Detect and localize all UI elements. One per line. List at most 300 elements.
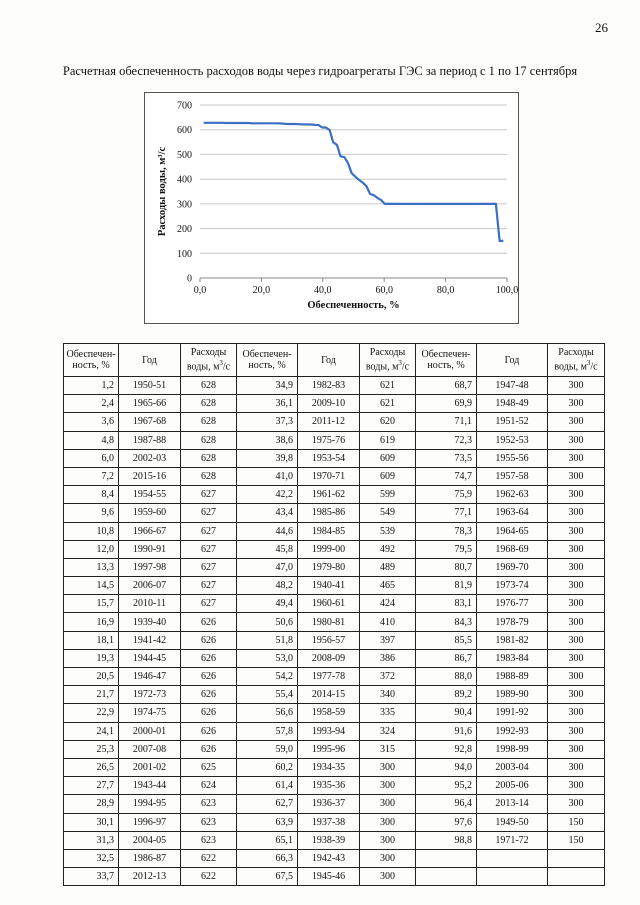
table-cell: 300 [548,395,605,413]
table-cell: 3,6 [64,413,119,431]
table-cell: 340 [360,686,416,704]
table-cell: 424 [360,595,416,613]
table-cell: 25,3 [64,740,119,758]
table-cell: 26,5 [64,758,119,776]
y-tick-label: 100 [177,248,192,260]
table-cell: 625 [181,758,237,776]
y-tick-label: 700 [177,100,192,112]
table-cell: 609 [360,467,416,485]
table-cell: 300 [360,758,416,776]
table-cell: 1970-71 [298,467,360,485]
table-row [64,595,605,613]
table-cell: 75,9 [416,486,477,504]
table-cell: 90,4 [416,704,477,722]
table-cell: 1960-61 [298,595,360,613]
table-cell: 71,1 [416,413,477,431]
y-tick-label: 500 [177,149,192,161]
table-cell: 1958-59 [298,704,360,722]
table-cell: 1995-96 [298,740,360,758]
table-cell: 622 [181,849,237,867]
y-tick-label: 300 [177,199,192,211]
table-cell: 12,0 [64,540,119,558]
table-cell: 300 [360,777,416,795]
table-cell: 1,2 [64,377,119,395]
table-cell: 1955-56 [477,449,548,467]
table-cell: 65,1 [237,831,298,849]
table-cell: 2000-01 [119,722,181,740]
x-tick-label: 40,0 [314,285,332,296]
table-cell: 627 [181,504,237,522]
flow-duration-chart [145,93,520,325]
table-cell: 300 [360,831,416,849]
table-row [64,431,605,449]
table-cell: 1975-76 [298,431,360,449]
table-row [64,558,605,576]
x-tick-label: 100,0 [495,285,519,296]
table-cell: 34,9 [237,377,298,395]
table-cell: 300 [548,413,605,431]
table-cell: 2005-06 [477,777,548,795]
chart-frame [144,92,519,324]
x-tick-label: 80,0 [436,285,455,296]
table-cell: 300 [548,522,605,540]
table-row [64,540,605,558]
table-cell: 489 [360,558,416,576]
table-cell: 1938-39 [298,831,360,849]
table-cell: 1945-46 [298,868,360,886]
table-cell: 1996-97 [119,813,181,831]
table-cell: 1964-65 [477,522,548,540]
table-cell: 1983-84 [477,649,548,667]
table-cell: 47,0 [237,558,298,576]
table-cell: 1937-38 [298,813,360,831]
table-cell: 1953-54 [298,449,360,467]
table-cell: 628 [181,431,237,449]
header-god: Год [477,344,548,377]
table-cell: 315 [360,740,416,758]
table-cell: 14,5 [64,577,119,595]
table-cell: 27,7 [64,777,119,795]
table-cell: 79,5 [416,540,477,558]
table-row [64,649,605,667]
table-cell: 621 [360,377,416,395]
table-cell: 63,9 [237,813,298,831]
table-cell: 465 [360,577,416,595]
table-cell: 1947-48 [477,377,548,395]
table-cell: 32,5 [64,849,119,867]
table-cell: 36,1 [237,395,298,413]
table-cell: 626 [181,740,237,758]
table-cell: 300 [548,504,605,522]
table-row [64,395,605,413]
y-tick-label: 200 [177,224,192,236]
table-cell: 8,4 [64,486,119,504]
table-cell: 77,1 [416,504,477,522]
table-cell: 1994-95 [119,795,181,813]
table-row [64,486,605,504]
table-cell: 2007-08 [119,740,181,758]
table-cell: 1998-99 [477,740,548,758]
table-cell: 1961-62 [298,486,360,504]
table-row [64,868,605,886]
table-row [64,631,605,649]
table-cell: 626 [181,668,237,686]
table-row [64,795,605,813]
table-cell: 13,3 [64,558,119,576]
table-cell: 57,8 [237,722,298,740]
table-cell: 2006-07 [119,577,181,595]
table-cell: 19,3 [64,649,119,667]
table-cell: 1954-55 [119,486,181,504]
table-cell: 622 [181,868,237,886]
table-cell: 31,3 [64,831,119,849]
table-cell: 627 [181,595,237,613]
table-cell: 37,3 [237,413,298,431]
table-cell: 67,5 [237,868,298,886]
table-cell [477,849,548,867]
table-cell: 68,7 [416,377,477,395]
table-cell: 1966-67 [119,522,181,540]
document-title: Расчетная обеспеченность расходов воды через гидроагрегаты ГЭС за период с 1 по 17 сентября [62,64,578,78]
table-cell: 2014-15 [298,686,360,704]
table-cell: 86,7 [416,649,477,667]
table-cell: 83,1 [416,595,477,613]
header-rashody: Расходы воды, $м^3/с$ [548,344,605,377]
table-cell: 6,0 [64,449,119,467]
table-cell: 1942-43 [298,849,360,867]
table-cell: 92,8 [416,740,477,758]
table-cell: 2015-16 [119,467,181,485]
table-cell: 1986-87 [119,849,181,867]
table-cell: 66,3 [237,849,298,867]
table-cell: 1967-68 [119,413,181,431]
table-cell: 1957-58 [477,467,548,485]
table-cell: 623 [181,813,237,831]
table-cell: 1943-44 [119,777,181,795]
table-cell: 1952-53 [477,431,548,449]
table-cell: 2012-13 [119,868,181,886]
table-cell: 89,2 [416,686,477,704]
table-cell: 300 [548,758,605,776]
table-cell: 1981-82 [477,631,548,649]
table-cell: 1989-90 [477,686,548,704]
table-cell: 1984-85 [298,522,360,540]
table-cell: 42,2 [237,486,298,504]
table-cell: 1935-36 [298,777,360,795]
table-cell: 38,6 [237,431,298,449]
table-cell: 300 [548,777,605,795]
table-cell: 74,7 [416,467,477,485]
table-cell: 81,9 [416,577,477,595]
table-cell: 300 [548,431,605,449]
table-cell: 300 [548,649,605,667]
table-cell: 10,8 [64,522,119,540]
table-cell: 627 [181,486,237,504]
y-tick-label: 400 [177,174,192,186]
table-cell: 623 [181,831,237,849]
table-cell: 97,6 [416,813,477,831]
table-cell: 2003-04 [477,758,548,776]
table-cell: 1990-91 [119,540,181,558]
table-cell: 300 [548,558,605,576]
table-cell: 7,2 [64,467,119,485]
table-cell: 372 [360,668,416,686]
table-cell: 397 [360,631,416,649]
table-cell: 1997-98 [119,558,181,576]
table-row [64,813,605,831]
table-cell: 2011-12 [298,413,360,431]
table-cell: 98,8 [416,831,477,849]
table-cell: 621 [360,395,416,413]
table-cell: 2008-09 [298,649,360,667]
table-cell: 1949-50 [477,813,548,831]
table-cell: 1980-81 [298,613,360,631]
table-row [64,413,605,431]
table-cell: 84,3 [416,613,477,631]
table-cell: 49,4 [237,595,298,613]
table-cell: 53,0 [237,649,298,667]
table-cell: 56,6 [237,704,298,722]
table-row [64,613,605,631]
table-cell: 54,2 [237,668,298,686]
table-cell: 628 [181,395,237,413]
table-row [64,377,605,395]
table-cell: 72,3 [416,431,477,449]
table-cell: 1974-75 [119,704,181,722]
y-axis-label: Расходы воды, м³/с [157,146,168,237]
table-cell: 410 [360,613,416,631]
table-cell: 1985-86 [298,504,360,522]
table-cell: 539 [360,522,416,540]
table-cell: 620 [360,413,416,431]
header-obespechennost: Обеспечен-ность, % [64,344,119,377]
table-cell: 300 [548,631,605,649]
table-row [64,668,605,686]
table-cell: 150 [548,831,605,849]
table-cell: 626 [181,631,237,649]
table-cell: 492 [360,540,416,558]
table-cell: 627 [181,522,237,540]
table-cell: 88,0 [416,668,477,686]
table-cell: 96,4 [416,795,477,813]
table-cell: 626 [181,722,237,740]
table-cell: 2001-02 [119,758,181,776]
table-cell: 1977-78 [298,668,360,686]
table-row [64,758,605,776]
table-cell: 1991-92 [477,704,548,722]
table-cell: 1993-94 [298,722,360,740]
table-cell: 1976-77 [477,595,548,613]
table-row [64,831,605,849]
table-cell: 2002-03 [119,449,181,467]
table-row [64,704,605,722]
table-cell: 300 [548,613,605,631]
table-cell: 549 [360,504,416,522]
table-cell: 1965-66 [119,395,181,413]
table-cell: 150 [548,813,605,831]
table-cell: 300 [360,849,416,867]
table-cell: 1934-35 [298,758,360,776]
table-cell: 1999-00 [298,540,360,558]
table-cell: 2004-05 [119,831,181,849]
table-cell: 1973-74 [477,577,548,595]
table-row [64,577,605,595]
table-cell: 44,6 [237,522,298,540]
table-cell: 94,0 [416,758,477,776]
table-cell: 1939-40 [119,613,181,631]
table-cell: 1944-45 [119,649,181,667]
table-cell: 24,1 [64,722,119,740]
table-cell: 1987-88 [119,431,181,449]
table-cell: 300 [360,868,416,886]
table-cell: 1972-73 [119,686,181,704]
table-cell: 609 [360,449,416,467]
table-header-row [64,344,605,377]
header-obespechennost: Обеспечен-ность, % [237,344,298,377]
table-cell: 2009-10 [298,395,360,413]
table-cell: 51,8 [237,631,298,649]
table-cell: 300 [548,577,605,595]
table-cell: 623 [181,795,237,813]
table-row [64,740,605,758]
x-tick-label: 0,0 [193,285,207,296]
table-cell: 78,3 [416,522,477,540]
table-cell: 628 [181,413,237,431]
table-cell: 80,7 [416,558,477,576]
table-row [64,449,605,467]
page-number: 26 [595,20,608,35]
table-cell: 1988-89 [477,668,548,686]
table-cell: 1982-83 [298,377,360,395]
table-cell [477,868,548,886]
table-cell: 95,2 [416,777,477,795]
y-tick-label: 600 [177,125,192,137]
header-obespechennost: Обеспечен-ность, % [416,344,477,377]
table-cell: 1963-64 [477,504,548,522]
table-cell: 626 [181,686,237,704]
table-cell: 628 [181,377,237,395]
table-cell: 386 [360,649,416,667]
table-cell: 33,7 [64,868,119,886]
table-cell: 1968-69 [477,540,548,558]
table-cell: 300 [548,722,605,740]
header-god: Год [298,344,360,377]
table-cell: 300 [360,795,416,813]
table-cell: 18,1 [64,631,119,649]
table-cell: 4,8 [64,431,119,449]
table-cell: 300 [548,686,605,704]
table-cell: 9,6 [64,504,119,522]
table-cell: 30,1 [64,813,119,831]
table-cell: 20,5 [64,668,119,686]
header-rashody: Расходы воды, $м^3/с$ [181,344,237,377]
x-tick-label: 60,0 [375,285,393,296]
table-cell: 626 [181,613,237,631]
table-cell: 16,9 [64,613,119,631]
table-cell: 61,4 [237,777,298,795]
table-row [64,686,605,704]
table-cell [416,849,477,867]
table-cell: 2013-14 [477,795,548,813]
table-cell: 2,4 [64,395,119,413]
table-row [64,722,605,740]
table-cell: 626 [181,704,237,722]
table-cell [416,868,477,886]
table-cell: 28,9 [64,795,119,813]
table-cell: 300 [548,795,605,813]
table-cell: 300 [548,540,605,558]
table-cell: 300 [548,486,605,504]
table-cell: 300 [548,668,605,686]
table-cell: 1951-52 [477,413,548,431]
table-row [64,849,605,867]
table-cell: 300 [548,449,605,467]
table-cell: 628 [181,467,237,485]
table-cell: 1940-41 [298,577,360,595]
table-row [64,522,605,540]
table-cell: 300 [548,595,605,613]
data-table [63,343,605,886]
table-cell: 50,6 [237,613,298,631]
table-cell: 599 [360,486,416,504]
x-tick-label: 20,0 [252,285,271,296]
table-cell: 55,4 [237,686,298,704]
table-cell: 91,6 [416,722,477,740]
x-axis-label: Обеспеченность, % [307,300,400,311]
table-cell: 45,8 [237,540,298,558]
table-cell: 1948-49 [477,395,548,413]
table-cell: 1936-37 [298,795,360,813]
table-row [64,467,605,485]
table-cell: 619 [360,431,416,449]
header-rashody: Расходы воды, $м^3/с$ [360,344,416,377]
series-line [204,123,504,241]
table-cell: 335 [360,704,416,722]
table-cell: 15,7 [64,595,119,613]
table-cell: 1969-70 [477,558,548,576]
table-cell: 627 [181,540,237,558]
y-tick-label: 0 [187,273,192,285]
table-cell: 300 [548,740,605,758]
table-cell: 626 [181,649,237,667]
table-cell: 1956-57 [298,631,360,649]
table-cell: 627 [181,558,237,576]
table-cell: 60,2 [237,758,298,776]
table-cell: 300 [548,704,605,722]
table-row [64,777,605,795]
table-cell: 1959-60 [119,504,181,522]
table-cell: 300 [360,813,416,831]
table-cell: 22,9 [64,704,119,722]
table-row [64,504,605,522]
table-cell: 1978-79 [477,613,548,631]
table-cell: 43,4 [237,504,298,522]
table-cell: 39,8 [237,449,298,467]
table-cell: 59,0 [237,740,298,758]
table-cell: 628 [181,449,237,467]
table-cell [548,849,605,867]
table-cell: 1950-51 [119,377,181,395]
table-cell: 69,9 [416,395,477,413]
table-cell: 21,7 [64,686,119,704]
table-cell: 1946-47 [119,668,181,686]
table-cell: 1971-72 [477,831,548,849]
table-cell: 2010-11 [119,595,181,613]
table-cell: 41,0 [237,467,298,485]
table-cell: 1992-93 [477,722,548,740]
header-god: Год [119,344,181,377]
table-cell: 624 [181,777,237,795]
